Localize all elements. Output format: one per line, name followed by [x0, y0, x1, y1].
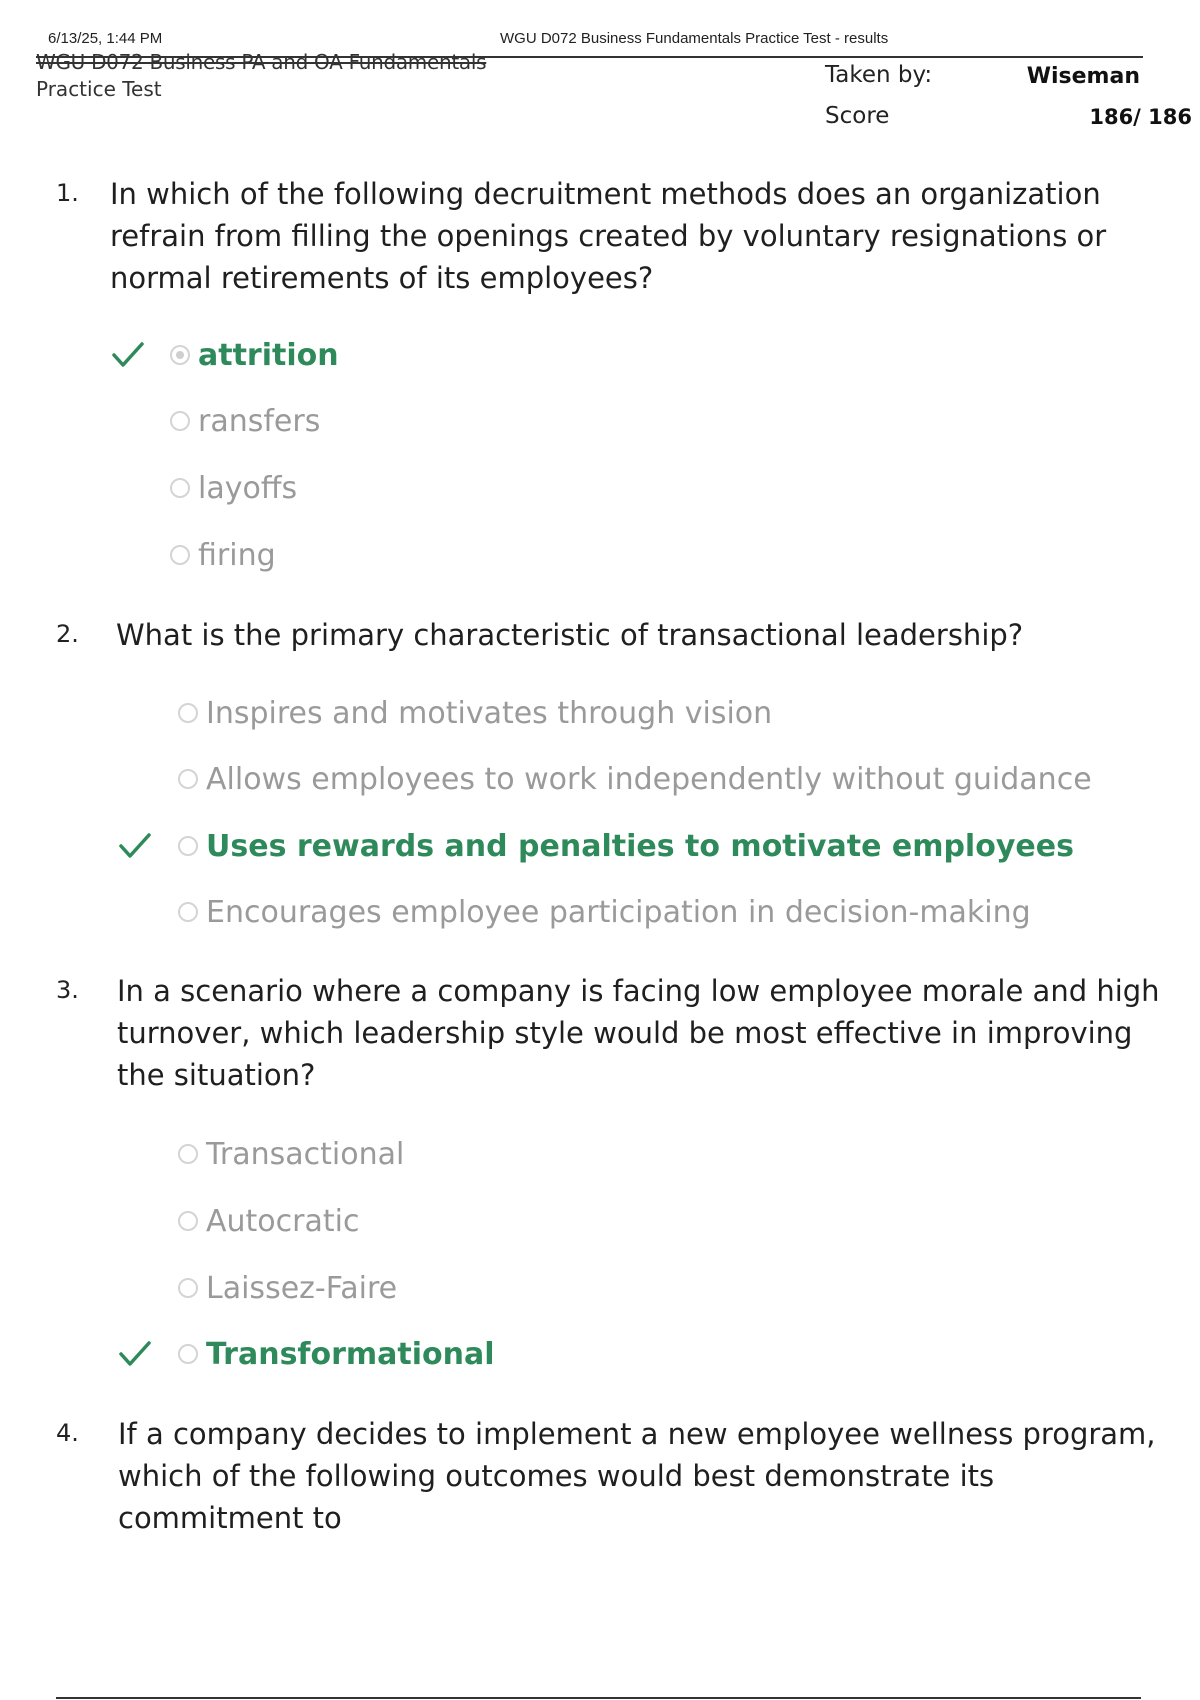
answer-label: ransfers: [198, 403, 321, 439]
answer-option[interactable]: [178, 892, 1031, 932]
answer-option[interactable]: [178, 759, 1092, 799]
radio-button[interactable]: [178, 902, 198, 922]
radio-button[interactable]: [170, 345, 190, 365]
correct-check-icon: [111, 340, 145, 370]
question-text: In which of the following decruitment methods does an organization refrain from filling the openings created by voluntary resignations or normal retirements of its employees?: [110, 177, 1107, 295]
question-text: In a scenario where a company is facing low employee morale and high turnover, which leadership style would be most effective in improving the situation?: [117, 974, 1160, 1092]
radio-button[interactable]: [178, 703, 198, 723]
question-text: If a company decides to implement a new employee wellness program, which of the following outcomes would best demonstrate its commitment to: [118, 1417, 1156, 1535]
correct-check-icon: [118, 831, 152, 861]
print-date: 6/13/25, 1:44 PM: [48, 30, 163, 47]
answer-option[interactable]: [178, 693, 772, 733]
radio-button[interactable]: [178, 1211, 198, 1231]
answer-label: firing: [198, 537, 276, 573]
question-number: 4.: [56, 1419, 79, 1447]
answer-option[interactable]: [178, 826, 1074, 866]
answer-option[interactable]: [178, 1134, 404, 1174]
footer-rule: [56, 1697, 1141, 1699]
answer-option[interactable]: [178, 1334, 495, 1374]
test-name-line2: Practice Test: [36, 77, 162, 101]
radio-button[interactable]: [170, 545, 190, 565]
answer-label: Uses rewards and penalties to motivate employees: [206, 828, 1074, 864]
question-number: 1.: [56, 179, 79, 207]
answer-label: Laissez-Faire: [206, 1270, 398, 1306]
question-text: What is the primary characteristic of transactional leadership?: [116, 618, 1024, 652]
radio-button[interactable]: [178, 1144, 198, 1164]
score-value: 186/ 186: [1089, 105, 1192, 129]
answer-label: Inspires and motivates through vision: [206, 695, 773, 731]
score-label: Score: [825, 103, 890, 129]
answer-option[interactable]: [170, 535, 276, 575]
answer-label: Allows employees to work independently without guidance: [206, 761, 1092, 797]
radio-button[interactable]: [178, 1344, 198, 1364]
answer-option[interactable]: [170, 335, 339, 375]
correct-check-icon: [118, 1339, 152, 1369]
header-rule: [36, 56, 1143, 58]
taken-by-label: Taken by:: [825, 62, 933, 88]
radio-button[interactable]: [178, 769, 198, 789]
radio-button[interactable]: [170, 478, 190, 498]
print-doc-title: WGU D072 Business Fundamentals Practice Test - results: [500, 30, 889, 47]
answer-option[interactable]: [170, 468, 297, 508]
radio-button[interactable]: [178, 1278, 198, 1298]
answer-label: Encourages employee participation in decision-making: [206, 894, 1031, 930]
answer-option[interactable]: [178, 1201, 359, 1241]
answer-label: attrition: [198, 337, 339, 373]
taken-by-value: Wiseman: [1026, 64, 1140, 89]
radio-button[interactable]: [178, 836, 198, 856]
answer-label: Transformational: [206, 1336, 495, 1372]
answer-option[interactable]: [178, 1268, 397, 1308]
test-name-line1: WGU D072 Business PA and OA Fundamentals: [36, 50, 487, 74]
radio-button[interactable]: [170, 411, 190, 431]
answer-label: Autocratic: [206, 1203, 360, 1239]
answer-label: Transactional: [206, 1136, 405, 1172]
answer-label: layoffs: [198, 470, 298, 506]
question-number: 3.: [56, 976, 79, 1004]
answer-option[interactable]: [170, 401, 320, 441]
question-number: 2.: [56, 620, 79, 648]
